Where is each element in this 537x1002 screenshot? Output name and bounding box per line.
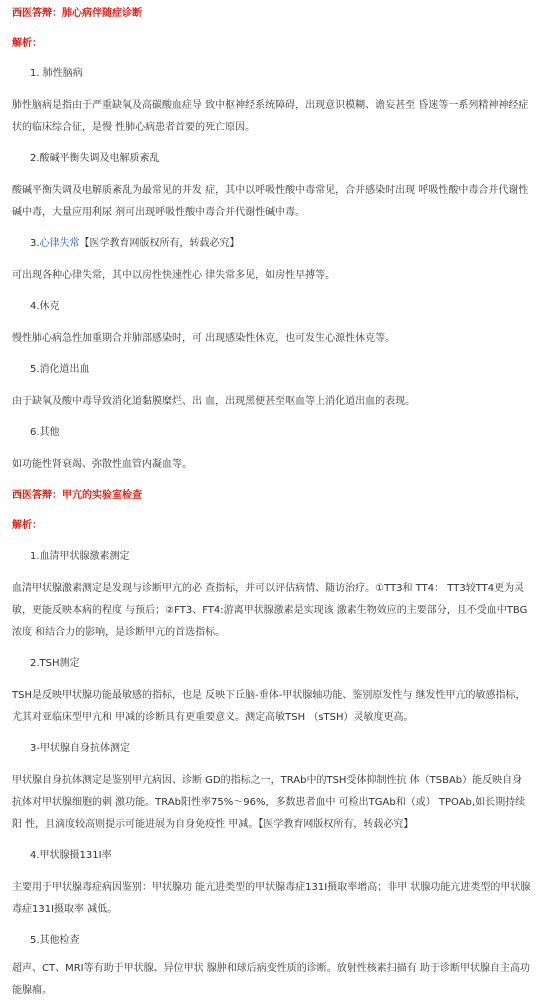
item-heading: 1. 肺性脑病 xyxy=(30,68,83,79)
item-heading: 5.其他检查 xyxy=(30,935,80,946)
item-text: 主要用于甲状腺毒症病因鉴别：甲状腺功 能亢进类型的甲状腺毒症131I摄取率增高；非甲 状腺功能亢进类型的甲状腺毒症131I摄取率 减低。 xyxy=(12,882,531,915)
item-heading-prefix: 3. xyxy=(30,238,40,249)
item-text: 由于缺氧及酸中毒导致消化道黏膜糜烂、出 血，出现黑便甚至呕血等上消化道出血的表现。 xyxy=(12,396,416,407)
item-heading-arrhythmia xyxy=(0,236,537,252)
item-text: 超声、CT、MRI等有助于甲状腺、异位甲状 腺肿和球后病变性质的诊断。放射性核素扫描有 助于诊断甲状腺自主高功能腺瘤。 xyxy=(12,963,530,996)
item-heading: 1.血清甲状腺激素测定 xyxy=(30,551,130,562)
section-title-feixinbing: 西医答辩：肺心病伴随症诊断 xyxy=(12,8,142,19)
item-text: 酸碱平衡失调及电解质紊乱为最常见的并发 症，其中以呼吸性酸中毒常见，合并感染时出现 呼吸性酸中毒合并代谢性碱中毒，大量应用利尿 剂可出现呼吸性酸中毒合并代谢性碱中毒。 xyxy=(12,185,529,218)
analysis-label: 解析： xyxy=(12,520,42,531)
item-heading: 6.其他 xyxy=(30,427,60,438)
item-text: 血清甲状腺激素测定是发现与诊断甲亢的必 查指标，并可以评估病情、随访治疗。①TT3和 TT4： TT3较TT4更为灵敏，更能反映本病的程度 与预后；②FT3、FT4:游离甲状腺激素是实现该 激素生物效应的主要部分，且不受血中TBG浓度 和结合力的影响，是诊断甲亢的首选指标。 xyxy=(12,583,528,638)
item-heading: 5.消化道出血 xyxy=(30,364,90,375)
item-heading: 4.休克 xyxy=(30,301,60,312)
item-heading: 4.甲状腺摄131I率 xyxy=(30,850,112,861)
item-heading: 3-甲状腺自身抗体测定 xyxy=(30,743,130,754)
item-text: 可出现各种心律失常，其中以房性快速性心 律失常多见，如房性早搏等。 xyxy=(12,270,336,281)
item-text: 如功能性肾衰竭、弥散性血管内凝血等。 xyxy=(12,459,192,470)
item-heading: 2.TSH测定 xyxy=(30,658,80,669)
item-heading: 2.酸碱平衡失调及电解质紊乱 xyxy=(30,153,160,164)
item-text: 肺性脑病是指由于严重缺氧及高碳酸血症导 致中枢神经系统障碍，出现意识模糊、谵妄甚至 昏迷等一系列精神神经症状的临床综合征，是慢 性肺心病患者首要的死亡原因。 xyxy=(12,100,529,133)
item-text: 慢性肺心病急性加重期合并肺部感染时，可 出现感染性休克，也可发生心源性休克等。 xyxy=(12,333,396,344)
copyright-notice: 【医学教育网版权所有，转载必究】 xyxy=(79,238,240,249)
section-title-jiakang: 西医答辩：甲亢的实验室检查 xyxy=(12,490,142,501)
analysis-label: 解析： xyxy=(12,38,42,49)
arrhythmia-link[interactable]: 心律失常 xyxy=(39,238,80,249)
item-text: 甲状腺自身抗体测定是鉴别甲亢病因、诊断 GD的指标之一，TRAb中的TSH受体抑制性抗 体（TSBAb）能反映自身抗体对甲状腺细胞的刺 激功能。TRAb阳性率75%～96%，多数患者血中 可检出TGAb和（或） TPOAb,如长期持续阳 性，且滴度较高则提示可能进展为自身免疫性 甲减。【医学教育网版权所有，转载必究】 xyxy=(12,775,526,830)
item-text: TSH是反映甲状腺功能最敏感的指标，也是 反映下丘脑-垂体-甲状腺轴功能、鉴别原发性与 继发性甲亢的敏感指标，尤其对亚临床型甲亢和 甲减的诊断具有更重要意义。测定高敏TSH （sTSH）灵敏度更高。 xyxy=(12,690,526,723)
